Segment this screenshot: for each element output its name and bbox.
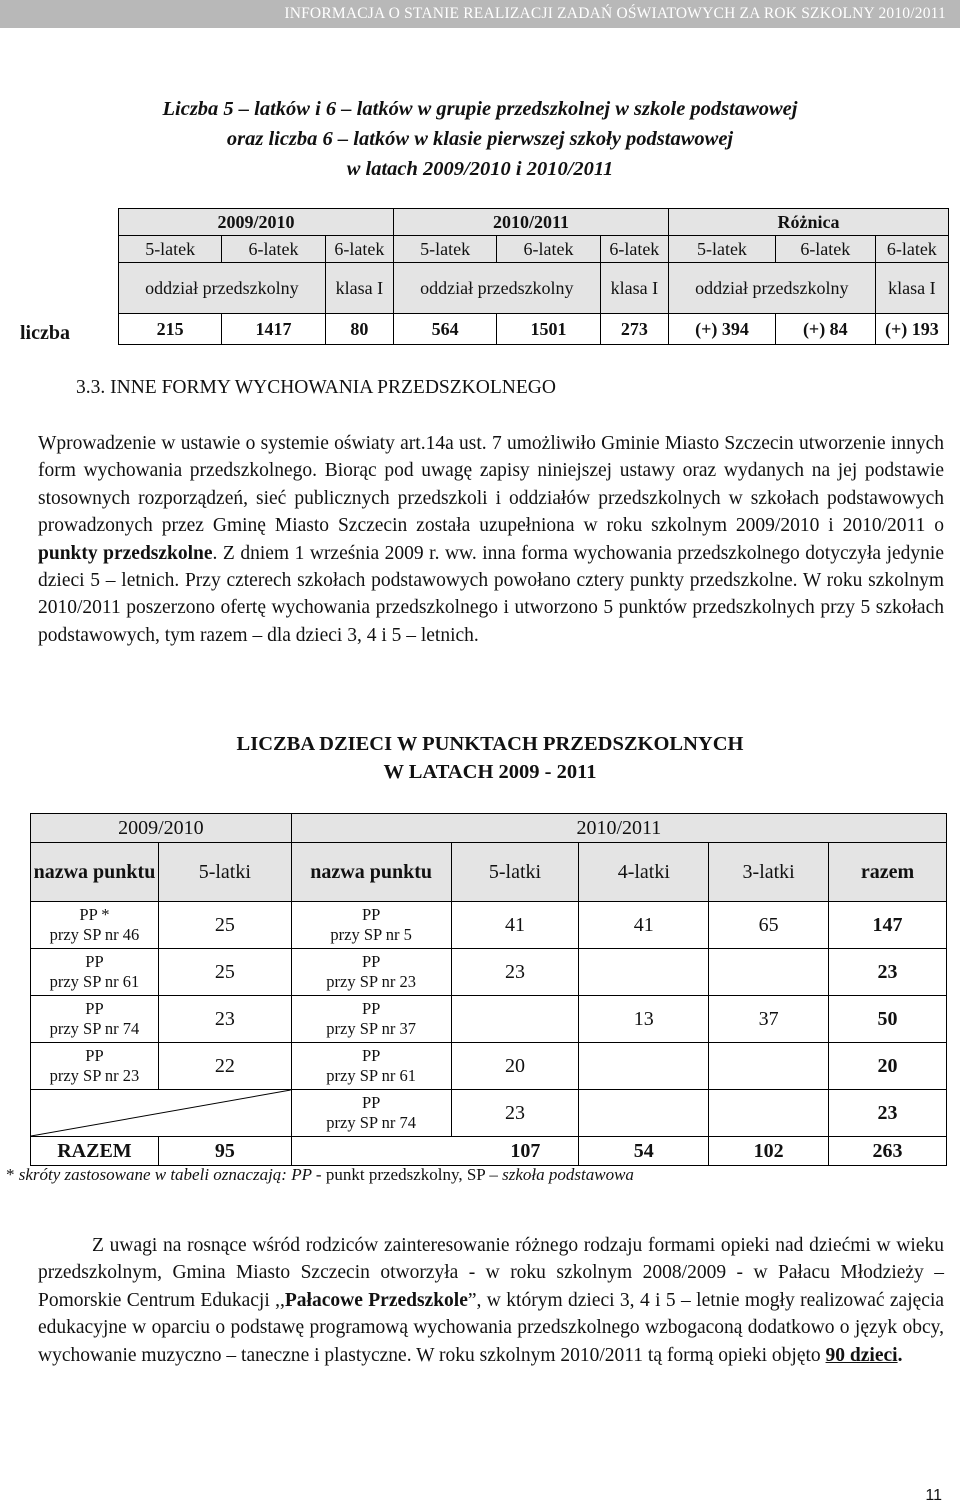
header-text: INFORMACJA O STANIE REALIZACJI ZADAŃ OŚWIATOWYCH ZA ROK SZKOLNY 2010/2011 xyxy=(284,5,946,22)
point-type: PP * xyxy=(79,905,110,924)
col-5-header: 5-latki xyxy=(451,843,579,902)
total-cell: 263 xyxy=(829,1137,947,1166)
value-cell: 37 xyxy=(709,996,829,1043)
year-header: 2009/2010 xyxy=(31,814,292,843)
value-cell: 80 xyxy=(325,314,393,345)
table-footnote xyxy=(6,1165,634,1185)
group-header: Różnica xyxy=(668,209,948,236)
value-cell: 20 xyxy=(451,1043,579,1090)
value-cell: 13 xyxy=(579,996,709,1043)
footnote-asterisk: * xyxy=(6,1165,19,1184)
value-cell xyxy=(709,1043,829,1090)
point-name xyxy=(291,1090,451,1137)
point-type: PP xyxy=(361,999,381,1018)
group-header: 2010/2011 xyxy=(393,209,668,236)
point-name xyxy=(291,949,451,996)
preschool-points-table xyxy=(30,813,947,1166)
paragraph-1-bold: punkty przedszkolne xyxy=(38,542,213,564)
point-school: przy SP nr 61 xyxy=(326,1066,416,1085)
value-cell: 65 xyxy=(709,902,829,949)
total-cell: 95 xyxy=(158,1137,291,1166)
point-school: przy SP nr 5 xyxy=(330,925,412,944)
footnote-text: skróty zastosowane w tabeli oznaczają: PP - xyxy=(18,1165,326,1184)
point-school: przy SP nr 74 xyxy=(326,1113,416,1132)
point-type: PP xyxy=(361,1093,381,1112)
title-line-3: w latach 2009/2010 i 2010/2011 xyxy=(346,158,614,180)
type-header: klasa I xyxy=(325,263,393,314)
point-name xyxy=(31,949,159,996)
section-heading: 3.3. INNE FORMY WYCHOWANIA PRZEDSZKOLNEGO xyxy=(76,377,556,398)
point-type: PP xyxy=(361,905,381,924)
value-cell xyxy=(709,1090,829,1137)
value-cell: 41 xyxy=(579,902,709,949)
value-cell: 273 xyxy=(600,314,668,345)
total-cell: 20 xyxy=(829,1043,947,1090)
col-name-header: nazwa punktu xyxy=(291,843,451,902)
col-name-header: nazwa punktu xyxy=(31,843,159,902)
paragraph-2 xyxy=(38,1232,944,1369)
value-cell: 25 xyxy=(158,902,291,949)
point-school: przy SP nr 23 xyxy=(49,1066,140,1085)
total-cell: 23 xyxy=(829,949,947,996)
age-header: 6-latek xyxy=(600,236,668,263)
title-line-1: Liczba 5 – latków i 6 – latków w grupie przedszkolnej w szkole podstawowej xyxy=(162,98,798,120)
value-cell xyxy=(579,1043,709,1090)
value-cell: 215 xyxy=(119,314,222,345)
point-school: przy SP nr 46 xyxy=(49,925,140,944)
year-header: 2010/2011 xyxy=(291,814,946,843)
value-cell: 22 xyxy=(158,1043,291,1090)
paragraph-2-end: . xyxy=(897,1344,903,1366)
col-3-header: 3-latki xyxy=(709,843,829,902)
value-cell: 23 xyxy=(158,996,291,1043)
value-cell: (+) 84 xyxy=(775,314,875,345)
age-header: 6-latek xyxy=(497,236,600,263)
total-cell: 107 xyxy=(291,1137,579,1166)
value-cell: 564 xyxy=(393,314,496,345)
value-cell: (+) 193 xyxy=(875,314,948,345)
empty-crossed-cell xyxy=(31,1090,292,1137)
point-school: przy SP nr 23 xyxy=(326,972,416,991)
point-name xyxy=(31,902,159,949)
total-cell: 147 xyxy=(829,902,947,949)
age-header: 6-latek xyxy=(222,236,325,263)
point-type: PP xyxy=(361,952,381,971)
point-name xyxy=(31,996,159,1043)
value-cell xyxy=(451,996,579,1043)
point-name xyxy=(291,996,451,1043)
page-number: 11 xyxy=(925,1487,942,1504)
value-cell: 41 xyxy=(451,902,579,949)
type-header: klasa I xyxy=(875,263,948,314)
point-name xyxy=(291,902,451,949)
point-school: przy SP nr 37 xyxy=(326,1019,416,1038)
page-header xyxy=(0,0,960,28)
paragraph-1-text-end: . Z dniem 1 września 2009 r. ww. inna forma wychowania przedszkolnego dotyczyła jedynie dzieci 5 – letnich. Przy czterech szkołach podstawowych powołano cztery punkty przedszkolne. W roku szkolnym 2010/2011 poszerzono ofertę wychowania przedszkolnego i utworzono 5 punktów przedszkolnych przy 5 szkołach podstawowych, tym razem – dla dzieci 3, 4 i 5 – letnich. xyxy=(38,542,944,646)
point-type: PP xyxy=(85,952,104,971)
value-cell: 1417 xyxy=(222,314,325,345)
age-header: 6-latek xyxy=(325,236,393,263)
paragraph-1 xyxy=(38,430,944,649)
point-name xyxy=(291,1043,451,1090)
col-5-header: 5-latki xyxy=(158,843,291,902)
point-type: PP xyxy=(85,999,104,1018)
paragraph-2-bold: 90 dzieci xyxy=(825,1344,898,1366)
col-4-header: 4-latki xyxy=(579,843,709,902)
total-label: RAZEM xyxy=(31,1137,159,1166)
point-school: przy SP nr 61 xyxy=(49,972,140,991)
total-cell: 23 xyxy=(829,1090,947,1137)
footnote-text: punkt przedszkolny, SP xyxy=(325,1165,490,1184)
paragraph-1-text: Wprowadzenie w ustawie o systemie oświaty art.14a ust. 7 umożliwiło Gminie Miasto Szczecin utworzenie innych form wychowania przedszkolnego. Biorąc pod uwagę zapisy niniejszej ustawy oraz wydanych na jej podstawie stosownych rozporządzeń, sieć publicznych przedszkoli i oddziałów przedszkolnych w szkołach podstawowych prowadzonych przez Gminę Miasto Szczecin została uzupełniona w roku szkolnym 2009/2010 i 2010/2011 o xyxy=(38,433,944,537)
row-label-liczba: liczba xyxy=(20,322,70,344)
value-cell: 25 xyxy=(158,949,291,996)
value-cell: (+) 394 xyxy=(668,314,775,345)
age-header: 5-latek xyxy=(668,236,775,263)
children-count-table xyxy=(118,208,949,345)
paragraph-2-bold: Pałacowe Przedszkole xyxy=(284,1289,468,1311)
footnote-text: – szkoła podstawowa xyxy=(489,1165,634,1184)
value-cell: 23 xyxy=(451,949,579,996)
point-name xyxy=(31,1043,159,1090)
type-header: klasa I xyxy=(600,263,668,314)
age-header: 5-latek xyxy=(119,236,222,263)
type-header: oddział przedszkolny xyxy=(393,263,600,314)
diagonal-line xyxy=(31,1090,291,1136)
type-header: oddział przedszkolny xyxy=(668,263,875,314)
paragraph-2-text: ”, w którym dzieci 3, 4 i 5 – letnie mogły realizować zajęcia edukacyjne w oparciu o podstawę programową wychowania przedszkolnego wzbogaconą dodatkowo o język obcy, wychowanie muzyczno – taneczne i plastyczne. W roku szkolnym 2010/2011 tą formą opieki objęto xyxy=(38,1289,945,1366)
value-cell xyxy=(579,949,709,996)
title-line-2: oraz liczba 6 – latków w klasie pierwszej szkoły podstawowej xyxy=(226,128,734,150)
age-header: 5-latek xyxy=(393,236,496,263)
point-type: PP xyxy=(85,1046,104,1065)
type-header: oddział przedszkolny xyxy=(119,263,326,314)
col-total-header: razem xyxy=(829,843,947,902)
table2-title-line-1: LICZBA DZIECI W PUNKTACH PRZEDSZKOLNYCH xyxy=(236,733,744,755)
total-cell: 50 xyxy=(829,996,947,1043)
age-header: 6-latek xyxy=(875,236,948,263)
point-type: PP xyxy=(361,1046,381,1065)
age-header: 6-latek xyxy=(775,236,875,263)
point-school: przy SP nr 74 xyxy=(49,1019,140,1038)
paragraph-2-text: Z uwagi na rosnące wśród rodziców zainteresowanie różnego rodzaju formami opieki nad dziećmi w wieku przedszkolnym, Gmina Miasto Szczecin otworzyła - w roku szkolnym 2008/2009 - w Pałacu Młodzieży – Pomorskie Centrum Edukacji ,, xyxy=(38,1235,944,1311)
value-cell xyxy=(579,1090,709,1137)
group-header: 2009/2010 xyxy=(119,209,394,236)
table2-title-line-2: W LATACH 2009 - 2011 xyxy=(383,761,597,783)
value-cell: 1501 xyxy=(497,314,600,345)
total-cell: 54 xyxy=(579,1137,709,1166)
total-cell: 102 xyxy=(709,1137,829,1166)
value-cell xyxy=(709,949,829,996)
value-cell: 23 xyxy=(451,1090,579,1137)
